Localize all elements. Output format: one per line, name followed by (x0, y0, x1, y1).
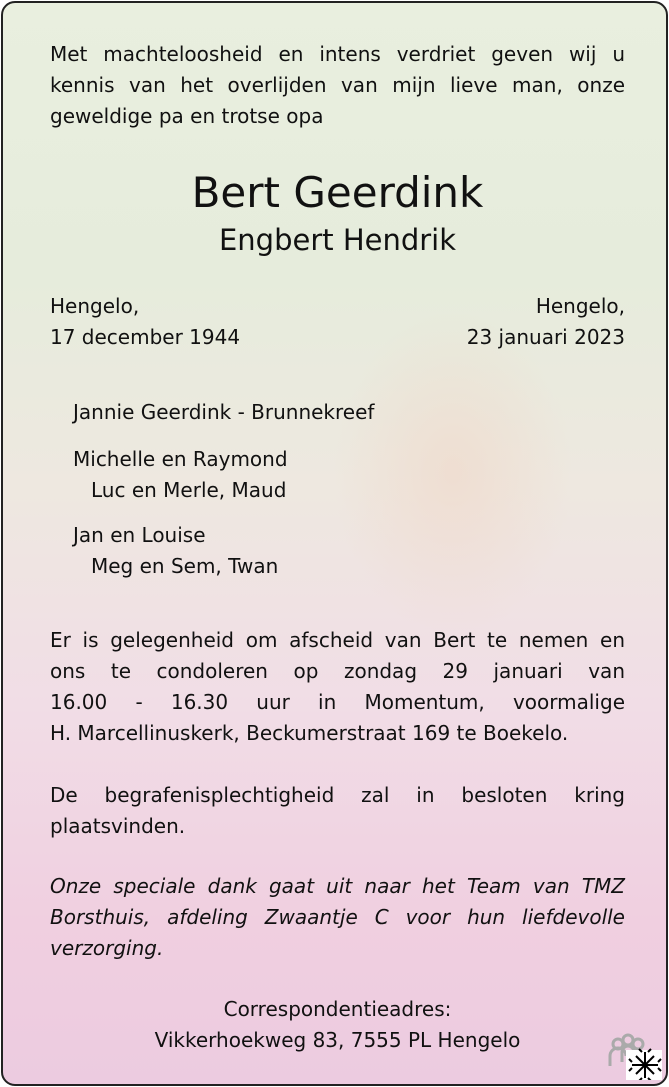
intro-line: geweldige pa en trotse opa (50, 104, 324, 128)
death-place: Hengelo, (535, 294, 625, 318)
farewell-line: Er is gelegenheid om afscheid van Bert te nemen en (50, 628, 625, 652)
intro-line: kennis van het overlijden van mijn lieve man, onze (50, 73, 625, 97)
thanks-text (50, 871, 625, 964)
grandchildren: Meg en Sem, Twan (91, 554, 279, 578)
death-notice-card (1, 1, 668, 1086)
thanks-line: Onze speciale dank gaat uit naar het Team van TMZ (50, 874, 625, 898)
family-list (73, 397, 573, 582)
farewell-line: ons te condoleren op zondag 29 januari van (50, 659, 625, 683)
birth-place: Hengelo, (50, 294, 140, 318)
family-member: Jan en Louise (73, 523, 206, 547)
death-info (50, 291, 625, 353)
deceased-full-name: Engbert Hendrik (218, 223, 457, 257)
birth-date: 17 december 1944 (50, 325, 241, 349)
thanks-line: Borsthuis, afdeling Zwaantje C voor hun liefdevolle (50, 905, 625, 929)
funeral-line: plaatsvinden. (50, 814, 186, 838)
farewell-line: H. Marcellinuskerk, Beckumerstraat 169 te Boekelo. (50, 721, 569, 745)
funeral-text (50, 780, 625, 842)
address-label: Correspondentieadres: (223, 997, 452, 1021)
address-value: Vikkerhoekweg 83, 7555 PL Hengelo (154, 1028, 521, 1052)
grandchildren: Luc en Merle, Maud (91, 478, 287, 502)
correspondence-address (50, 994, 625, 1056)
deceased-name: Bert Geerdink (191, 168, 484, 217)
death-date: 23 januari 2023 (466, 325, 625, 349)
funeral-line: De begrafenisplechtigheid zal in besloten kring (50, 783, 625, 807)
farewell-line: 16.00 - 16.30 uur in Momentum, voormalige (50, 690, 625, 714)
intro-line: Met machteloosheid en intens verdriet geven wij u (50, 42, 625, 66)
intro-text (50, 39, 625, 132)
publisher-logo-icon (604, 1032, 662, 1080)
family-member: Jannie Geerdink - Brunnekreef (73, 400, 375, 424)
thanks-line: verzorging. (50, 936, 164, 960)
family-member: Michelle en Raymond (73, 447, 288, 471)
farewell-text (50, 625, 625, 749)
